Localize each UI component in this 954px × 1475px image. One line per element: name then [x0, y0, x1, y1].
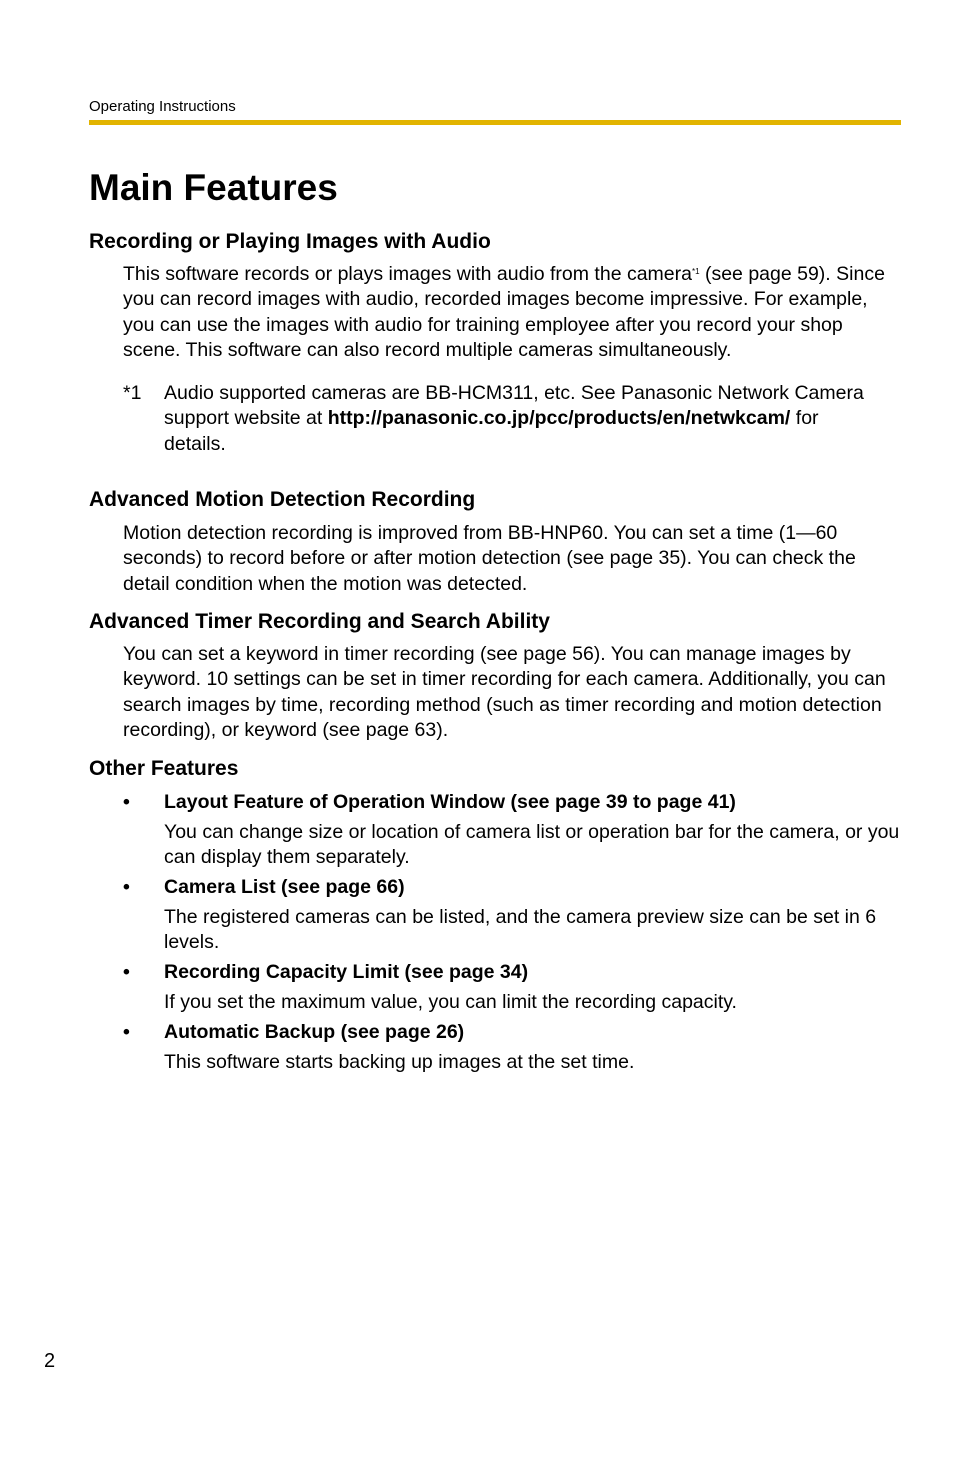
list-item-description: The registered cameras can be listed, and the camera preview size can be set in 6 levels. — [164, 906, 877, 954]
list-item-title: Recording Capacity Limit (see page 34) — [164, 961, 529, 983]
list-item-title: Layout Feature of Operation Window (see page 39 to page 41) — [164, 791, 736, 813]
list-item-description: You can change size or location of camera list or operation bar for the camera, or you can display them separately. — [164, 821, 900, 869]
bullet-icon: • — [123, 876, 130, 898]
footnote-mark: *1 — [123, 382, 142, 404]
footnote-text: Audio supported cameras are BB-HCM311, etc. See Panasonic Network Camera support website at http://panasonic.co.jp/pcc/products/en/netwkcam/ for details. — [164, 382, 864, 455]
list-item — [123, 790, 901, 871]
list-item — [123, 1020, 901, 1075]
section-text-motion: Motion detection recording is improved from BB-HNP60. You can set a time (1—60 seconds) to record before or after motion detection (see page 35). You can check the detail condition when the motion was detected. — [123, 522, 856, 595]
list-item-title: Camera List (see page 66) — [164, 876, 405, 898]
header-rule — [89, 120, 901, 125]
section-text-timer: You can set a keyword in timer recording (see page 56). You can manage images by keyword. 10 settings can be set in timer recording for each camera. Additionally, you can search images by time, recording method (such as timer recording and motion detection recording), or keyword (see page 63). — [123, 643, 886, 741]
list-item-description: This software starts backing up images at the set time. — [164, 1051, 635, 1073]
section-heading-timer: Advanced Timer Recording and Search Ability — [89, 610, 550, 633]
section-text-audio: This software records or plays images with audio from the camera$^{*1}$ (see page 59). Since you can record images with audio, recorded images become impressive. For example, you can use the images with audio for training employee after you record your shop scene. This software can also record multiple cameras simultaneously. — [123, 263, 885, 361]
footnote-reference: *1 — [691, 267, 700, 276]
list-item-description: If you set the maximum value, you can limit the recording capacity. — [164, 991, 737, 1013]
support-website-link: http://panasonic.co.jp/pcc/products/en/netwkcam/ — [327, 407, 791, 430]
running-header: Operating Instructions — [89, 98, 236, 115]
list-item — [123, 875, 901, 956]
bullet-icon: • — [123, 1021, 130, 1043]
list-item — [123, 960, 901, 1015]
section-heading-other: Other Features — [89, 757, 239, 780]
bullet-icon: • — [123, 791, 130, 813]
page-title: Main Features — [89, 167, 338, 208]
section-heading-motion: Advanced Motion Detection Recording — [89, 488, 476, 511]
list-item-title: Automatic Backup (see page 26) — [164, 1021, 465, 1043]
bullet-icon: • — [123, 961, 130, 983]
footnote — [123, 381, 901, 457]
page-number: 2 — [44, 1350, 56, 1372]
section-heading-audio: Recording or Playing Images with Audio — [89, 230, 491, 253]
